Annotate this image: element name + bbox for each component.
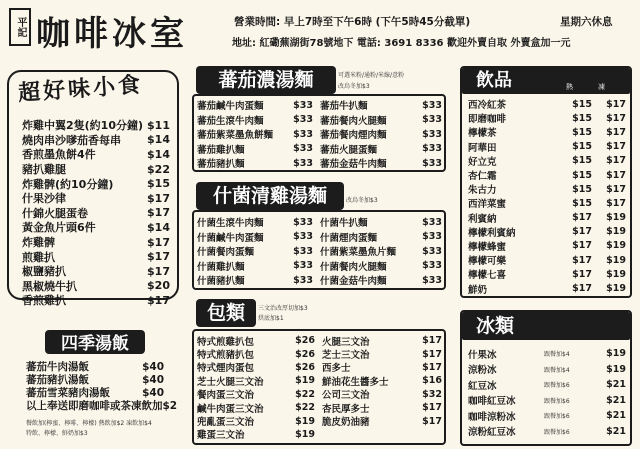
chicken-note: 改烏冬加$3 [346, 197, 378, 204]
drink-item-cold-price: $19 [606, 254, 626, 266]
tomato-item [197, 98, 313, 113]
snacks-title: 超好味小食 [17, 72, 144, 107]
tomato-item-name: 蕃茄牛扒麵 [320, 101, 368, 113]
tomato-item [197, 156, 313, 171]
bread-item [197, 374, 315, 387]
drink-item-hot-price: $17 [572, 268, 592, 280]
drink-item-cold-price: $17 [606, 197, 626, 209]
drink-item [468, 253, 626, 267]
snack-item [22, 249, 170, 264]
drink-item-hot-price: $15 [572, 169, 592, 181]
bread-item [197, 414, 315, 427]
snack-item-price: $22 [147, 162, 170, 176]
snack-item-price: $14 [147, 133, 170, 147]
tomato-item-name: 蕃茄金菇牛肉麵 [320, 159, 387, 171]
bread-item [197, 388, 315, 401]
ice-item-name: 紅豆冰 [468, 380, 497, 392]
bread-item-name: 火腿三文治 [322, 336, 370, 348]
drink-item [468, 196, 626, 210]
chicken-item-name: 什菌紫菜墨魚片麵 [320, 247, 397, 259]
drink-item-cold-price: $19 [606, 283, 626, 295]
ice-item [468, 408, 626, 424]
chicken-item-name: 什菌豬扒麵 [197, 276, 245, 288]
drink-item-hot-price: $17 [572, 240, 592, 252]
ice-item [468, 377, 626, 393]
snack-item [22, 118, 170, 133]
snack-item-name: 什錦火腿蛋卷 [22, 206, 88, 220]
chicken-item-price: $33 [422, 274, 442, 286]
tomato-item-name: 蕃茄鹹牛肉蛋麵 [197, 101, 264, 113]
bread-item-price: $17 [422, 348, 442, 360]
drink-item-name: 朱古力 [468, 185, 497, 197]
bread-item-price: $22 [295, 402, 315, 414]
snack-item-price: $14 [147, 220, 170, 234]
tomato-item [320, 98, 442, 113]
tomato-item [320, 142, 442, 157]
drink-item-hot-price: $17 [572, 226, 592, 238]
tomato-item-name: 蕃茄生滾牛肉麵 [197, 115, 264, 127]
bread-left-list [197, 334, 315, 441]
bread-item-price: $32 [422, 388, 442, 400]
chicken-item-price: $33 [293, 260, 313, 272]
bread-item-name: 兜亂蛋三文治 [197, 417, 255, 429]
drinks-cold-header: 凍 [598, 83, 605, 91]
snack-item [22, 293, 170, 308]
snack-item-price: $17 [147, 206, 170, 220]
ice-item-note: 跟餐加$6 [544, 413, 570, 421]
drink-item-name: 檸檬蜂蜜 [468, 241, 507, 253]
tomato-item-name: 蕃茄火腿蛋麵 [320, 144, 378, 156]
tomato-item-price: $33 [422, 143, 442, 155]
ice-item-price: $21 [606, 410, 626, 422]
drink-item [468, 211, 626, 225]
bread-item-name: 餐肉蛋三文治 [197, 390, 255, 402]
snack-item-name: 燒肉串沙嗲茄香每串 [22, 133, 121, 147]
tomato-item-price: $33 [293, 114, 313, 126]
drinks-list [468, 97, 626, 296]
bread-item [322, 388, 442, 401]
drink-item [468, 111, 626, 125]
tomato-item-name: 蕃茄紫菜墨魚餅麵 [197, 130, 274, 142]
chicken-item-price: $33 [293, 216, 313, 228]
bread-item-price: $19 [295, 428, 315, 440]
ice-banner: 冰類 [462, 312, 630, 340]
chicken-item-price: $33 [422, 260, 442, 272]
ice-item-price: $21 [606, 425, 626, 437]
bread-item [322, 334, 442, 347]
ice-item-price: $21 [606, 394, 626, 406]
bread-item-name: 特式煎雞扒包 [197, 336, 255, 348]
closed-day: 星期六休息 [560, 16, 613, 28]
ice-item [468, 346, 626, 362]
bread-item-price: $26 [295, 335, 315, 347]
tomato-note: 可選米粉/通粉/米線/意粉 [338, 72, 405, 79]
drink-item-hot-price: $15 [572, 155, 592, 167]
drink-item [468, 267, 626, 281]
bread-item-name: 特式煎豬扒包 [197, 350, 255, 362]
ice-item-name: 咖啡涼粉冰 [468, 411, 516, 423]
bread-item [197, 347, 315, 360]
drink-item-name: 檸檬七喜 [468, 270, 507, 282]
snack-item-name: 什果沙律 [22, 192, 66, 206]
bread-item-price: $19 [295, 415, 315, 427]
bread-item [197, 401, 315, 414]
drink-item-cold-price: $17 [606, 126, 626, 138]
drink-item [468, 154, 626, 168]
drink-item [468, 140, 626, 154]
chicken-item-name: 什菌餐肉蛋麵 [197, 247, 255, 259]
ice-item-name: 咖啡紅豆冰 [468, 396, 516, 408]
season-note: 餐飲加(檸蜜、檸啡、檸檬) 熱飲加$2 凍飲加$4 [26, 420, 152, 427]
tomato-item-price: $33 [293, 128, 313, 140]
drinks-banner: 飲品 [462, 68, 630, 94]
drink-item [468, 239, 626, 253]
snack-item-name: 黑椒燒牛扒 [22, 279, 77, 293]
drink-item-name: 鮮奶 [468, 284, 488, 296]
drink-item-cold-price: $17 [606, 112, 626, 124]
season-banner: 四季湯飯 [45, 330, 145, 354]
bread-item-name: 鹹牛肉蛋三文治 [197, 403, 264, 415]
drink-item-hot-price: $17 [572, 212, 592, 224]
snack-item-price: $20 [147, 279, 170, 293]
chicken-item [320, 273, 442, 288]
bread-item-price: $22 [295, 388, 315, 400]
season-item-name: 蕃茄雪菜豬肉湯飯 [26, 387, 110, 399]
ice-item [468, 393, 626, 409]
chicken-item-price: $33 [293, 245, 313, 257]
snack-item-name: 炸雞中翼2隻(約10分鐘) [22, 119, 144, 133]
bread-item [322, 374, 442, 387]
snack-item-price: $17 [147, 191, 170, 205]
snack-item-name: 香煎墨魚餅4件 [22, 148, 96, 162]
chicken-item [320, 230, 442, 245]
tomato-item-price: $33 [422, 114, 442, 126]
drink-item [468, 168, 626, 182]
drink-item-hot-price: $17 [572, 283, 592, 295]
bread-item-price: $26 [295, 348, 315, 360]
seal: 平記 [9, 8, 31, 46]
snack-item [22, 133, 170, 148]
tomato-item-price: $33 [422, 128, 442, 140]
tomato-item-price: $33 [422, 99, 442, 111]
drink-item-name: 西洋菜蜜 [468, 199, 507, 211]
snack-item [22, 162, 170, 177]
drink-item-name: 杏仁霜 [468, 171, 497, 183]
season-item-price: $40 [142, 360, 164, 373]
ice-item-note: 跟餐加$4 [544, 351, 570, 359]
drink-item-hot-price: $15 [572, 183, 592, 195]
snack-item-price: $17 [147, 293, 170, 307]
chicken-item [197, 230, 313, 245]
snack-item-price: $15 [147, 177, 170, 191]
snack-item [22, 176, 170, 191]
bread-item-price: $17 [422, 402, 442, 414]
ice-item-price: $19 [606, 363, 626, 375]
season-note-2: 特飲、檸檬、鮮奶加$3 [26, 430, 88, 437]
drink-item-cold-price: $17 [606, 141, 626, 153]
drink-item [468, 125, 626, 139]
tomato-right-list [320, 98, 442, 171]
drink-item-cold-price: $17 [606, 98, 626, 110]
snack-item-name: 椒鹽豬扒 [22, 265, 66, 279]
snack-item-price: $17 [147, 264, 170, 278]
drink-item-cold-price: $19 [606, 212, 626, 224]
snack-item-price: $14 [147, 147, 170, 161]
drink-item-cold-price: $17 [606, 183, 626, 195]
bread-note-2: 烘底加$1 [258, 315, 284, 322]
drink-item-name: 檸檬茶 [468, 128, 497, 140]
tomato-item-name: 蕃茄豬扒麵 [197, 159, 245, 171]
snack-item-name: 煎雞扒 [22, 250, 55, 264]
drink-item-name: 好立克 [468, 156, 497, 168]
tomato-item [197, 113, 313, 128]
snack-item [22, 206, 170, 221]
drink-item-hot-price: $15 [572, 141, 592, 153]
bread-item-name: 西多士 [322, 363, 351, 375]
season-item-price: 凍飲加$2 [131, 400, 178, 412]
snack-item-name: 黃金魚片頭6件 [22, 221, 96, 235]
chicken-item [197, 215, 313, 230]
tomato-item [197, 127, 313, 142]
drink-item-name: 利賓納 [468, 213, 497, 225]
drink-item-name: 西冷紅茶 [468, 100, 507, 112]
drink-item-hot-price: $17 [572, 254, 592, 266]
season-list [26, 360, 178, 412]
tomato-item-price: $33 [422, 157, 442, 169]
bread-item-price: $26 [295, 361, 315, 373]
chicken-item-name: 什菌生滾牛肉麵 [197, 218, 264, 230]
bread-item-price: $16 [422, 375, 442, 387]
bread-item-price: $19 [295, 375, 315, 387]
snack-item [22, 279, 170, 294]
chicken-item [197, 244, 313, 259]
tomato-item-price: $33 [293, 99, 313, 111]
drink-item-name: 檸檬利賓納 [468, 227, 516, 239]
ice-item-name: 涼粉冰 [468, 365, 497, 377]
tomato-item-name: 蕃茄餐肉火腿麵 [320, 115, 387, 127]
drinks-hot-header: 熱 [566, 83, 573, 91]
chicken-item-name: 什菌牛扒麵 [320, 218, 368, 230]
snack-item [22, 147, 170, 162]
ice-item-name: 涼粉紅豆冰 [468, 427, 516, 439]
bread-note: 三文治改厚切加$3 [258, 305, 308, 312]
chicken-item [197, 259, 313, 274]
bread-item [322, 361, 442, 374]
bread-banner: 包類 [196, 299, 256, 327]
drink-item-hot-price: $15 [572, 126, 592, 138]
ice-list [468, 346, 626, 439]
drink-item [468, 97, 626, 111]
snack-item-name: 炸雞髀 [22, 236, 55, 250]
bread-item-name: 脆皮奶油豬 [322, 417, 370, 429]
drink-item-hot-price: $15 [572, 197, 592, 209]
chicken-item-price: $33 [422, 216, 442, 228]
snack-item [22, 220, 170, 235]
bread-item-price: $17 [422, 335, 442, 347]
tomato-item [197, 142, 313, 157]
ice-item-price: $19 [606, 348, 626, 360]
bread-item-name: 雞蛋三文治 [197, 430, 245, 442]
bread-item [322, 347, 442, 360]
ice-item-price: $21 [606, 379, 626, 391]
snack-item-price: $17 [147, 235, 170, 249]
drink-item-hot-price: $15 [572, 112, 592, 124]
chicken-left-list [197, 215, 313, 288]
snack-item [22, 191, 170, 206]
season-item-price: $40 [142, 386, 164, 399]
drink-item [468, 225, 626, 239]
tomato-left-list [197, 98, 313, 171]
tomato-item [320, 156, 442, 171]
bread-item [322, 401, 442, 414]
bread-item-name: 鮮油花生醬多士 [322, 376, 389, 388]
address-line: 地址: 紅磡蕪湖街78號地下 電話: 3691 8336 歡迎外賣自取 外賣盒加一元 [232, 38, 571, 49]
ice-item [468, 424, 626, 440]
drink-item [468, 182, 626, 196]
drink-item-name: 檸檬可樂 [468, 256, 507, 268]
ice-item-note: 跟餐加$6 [544, 397, 570, 405]
season-item-price: $40 [142, 373, 164, 386]
ice-item-note: 跟餐加$6 [544, 428, 570, 436]
bread-right-list [322, 334, 442, 428]
drink-item-cold-price: $19 [606, 226, 626, 238]
bread-item-name: 公司三文治 [322, 390, 370, 402]
snack-item [22, 235, 170, 250]
chicken-item-price: $33 [293, 274, 313, 286]
bread-item [197, 361, 315, 374]
snack-item-name: 豬扒雞腿 [22, 163, 66, 177]
chicken-item [320, 244, 442, 259]
ice-item [468, 362, 626, 378]
chicken-item-name: 什菌金菇牛肉麵 [320, 276, 387, 288]
chicken-item-name: 什菌餐肉火腿麵 [320, 261, 387, 273]
drink-item-name: 即磨咖啡 [468, 114, 507, 126]
bread-item [197, 334, 315, 347]
bread-item-name: 杏民厚多士 [322, 403, 370, 415]
chicken-right-list [320, 215, 442, 288]
season-item-name: 蕃茄牛肉湯飯 [26, 361, 89, 373]
bread-item-price: $17 [422, 361, 442, 373]
drink-item-name: 阿華田 [468, 142, 497, 154]
season-item [26, 399, 178, 412]
bread-item-name: 特式煙肉蛋包 [197, 363, 255, 375]
tomato-item-price: $33 [293, 143, 313, 155]
chicken-item [320, 259, 442, 274]
chicken-item-name: 什菌煙肉蛋麵 [320, 232, 378, 244]
shop-title: 咖啡冰室 [36, 14, 188, 54]
chicken-item-price: $33 [293, 231, 313, 243]
drink-item-cold-price: $17 [606, 169, 626, 181]
chicken-item-price: $33 [422, 231, 442, 243]
tomato-note-2: 改烏冬加$3 [338, 83, 370, 90]
drink-item-cold-price: $17 [606, 155, 626, 167]
chicken-item-name: 什菌雞扒麵 [197, 261, 245, 273]
snacks-list [22, 118, 170, 308]
season-item-name: 蕃茄豬扒湯飯 [26, 374, 89, 386]
tomato-item-name: 蕃茄餐肉煙肉麵 [320, 130, 387, 142]
chicken-item-price: $33 [422, 245, 442, 257]
chicken-banner: 什菌清雞湯麵 [196, 182, 344, 210]
bread-item-name: 芝士火腿三文治 [197, 376, 264, 388]
snack-item-name: 香煎雞扒 [22, 294, 66, 308]
bread-item-price: $17 [422, 415, 442, 427]
opening-hours: 營業時間: 早上7時至下午6時 (下午5時45分截單) [234, 16, 471, 28]
chicken-item-name: 什菌鹹牛肉蛋麵 [197, 232, 264, 244]
bread-item [322, 414, 442, 427]
chicken-item [320, 215, 442, 230]
snack-item-price: $17 [147, 250, 170, 264]
tomato-banner: 蕃茄濃湯麵 [196, 66, 336, 94]
drink-item-cold-price: $19 [606, 268, 626, 280]
tomato-item-name: 蕃茄雞扒麵 [197, 144, 245, 156]
drink-item [468, 281, 626, 295]
chicken-item [197, 273, 313, 288]
snack-item-name: 炸雞髀(約10分鐘) [22, 177, 114, 191]
drink-item-hot-price: $15 [572, 98, 592, 110]
ice-item-note: 跟餐加$4 [544, 366, 570, 374]
bread-item-name: 芝士三文治 [322, 350, 370, 362]
tomato-item [320, 127, 442, 142]
tomato-item [320, 113, 442, 128]
ice-item-name: 什果冰 [468, 349, 497, 361]
tomato-item-price: $33 [293, 157, 313, 169]
bread-item [197, 428, 315, 441]
season-item-name: 以上奉送即磨咖啡或茶 [26, 400, 131, 412]
snack-item-price: $11 [147, 118, 170, 132]
drink-item-cold-price: $19 [606, 240, 626, 252]
snack-item [22, 264, 170, 279]
ice-item-note: 跟餐加$6 [544, 382, 570, 390]
